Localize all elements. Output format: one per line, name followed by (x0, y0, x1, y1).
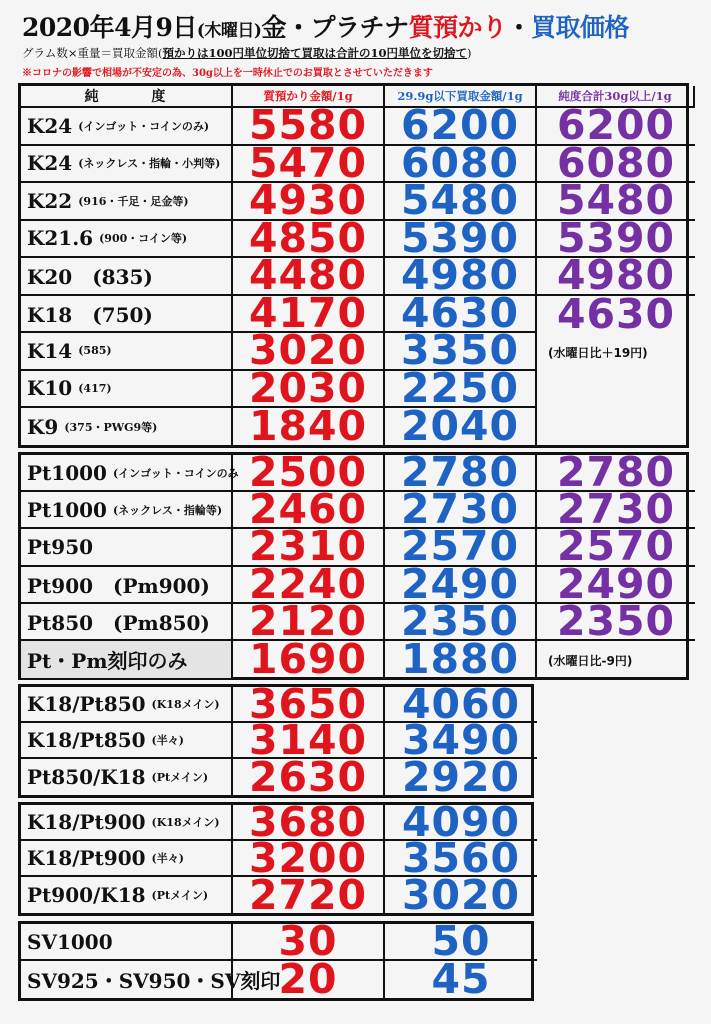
purity-label (21, 146, 233, 184)
purity-note: (900・コイン等) (99, 232, 188, 246)
purity-name: K18/Pt900 (27, 846, 146, 870)
pawn-price: 20 (233, 961, 385, 998)
gold-diff-note: (水曜日比＋19円) (548, 346, 648, 360)
table-row (21, 752, 531, 801)
buy-price: 3560 (385, 841, 537, 877)
buy-over-price: 2730 (537, 492, 695, 529)
title-pawn: 質預かり (408, 13, 507, 42)
buy-price: 2780 (385, 455, 537, 492)
purity-name: K18/Pt900 (27, 810, 146, 834)
pawn-price: 2310 (233, 529, 385, 566)
buy-price: 2920 (401, 752, 521, 801)
combo-pt850-table (18, 679, 534, 801)
purity-name: Pt900/K18 (27, 883, 146, 907)
purity-name: Pt・Pm刻印のみ (27, 649, 188, 674)
purity-label (21, 567, 233, 604)
pawn-price: 3020 (233, 333, 385, 371)
pawn-price: 3200 (233, 841, 385, 877)
purity-name: K10 (27, 376, 73, 401)
buy-price: 2570 (385, 529, 537, 566)
formula-text: グラム数×重量＝買取金額( (22, 46, 163, 60)
title-dot: ・ (506, 13, 532, 42)
purity-note: (Ptメイン) (151, 771, 209, 784)
buy-over-price: 4980 (537, 258, 695, 296)
purity-label (21, 805, 233, 841)
buy-price: 4980 (385, 258, 537, 296)
buy-price: 4060 (385, 687, 537, 723)
purity-name: SV1000 (27, 929, 113, 954)
purity-name: K22 (27, 188, 73, 213)
purity-label (21, 333, 233, 371)
table-row (21, 402, 686, 451)
purity-note: (半々) (151, 852, 184, 865)
buy-over-price: 6200 (537, 108, 695, 146)
purity-label (21, 841, 233, 877)
purity-label (21, 961, 281, 998)
table-row (21, 870, 531, 919)
platinum-price-table (18, 448, 689, 684)
purity-label (21, 408, 233, 446)
purity-label (21, 877, 233, 913)
purity-note: (ネックレス・指輪等) (112, 503, 223, 517)
purity-note: (375・PWG9等) (64, 420, 158, 434)
corona-notice: ※コロナの影響で相場が不安定の為、30g以上を一時休止でのお買取とさせていただきます (22, 68, 433, 79)
purity-label (21, 641, 233, 678)
purity-name: Pt1000 (27, 497, 107, 522)
page-title (22, 8, 629, 44)
pawn-price: 5470 (233, 146, 385, 184)
buy-over-price: 2780 (537, 455, 695, 492)
purity-label (21, 455, 239, 492)
pawn-price: 4930 (233, 183, 385, 221)
table-row (21, 955, 531, 1003)
silver-price-table (18, 917, 534, 1003)
purity-note: (K18メイン) (151, 816, 220, 829)
purity-name: K24 (27, 113, 73, 138)
header-pawn: 質預かり金額/1g (233, 86, 385, 108)
pawn-price: 3140 (233, 723, 385, 759)
buy-price: 4630 (385, 296, 537, 334)
purity-name: Pt900 (Pm900) (27, 573, 210, 598)
pawn-price: 2630 (233, 759, 385, 795)
purity-label (21, 924, 233, 961)
purity-note: (インゴット・コインのみ) (78, 119, 210, 133)
purity-label (21, 492, 233, 529)
buy-price: 6200 (385, 108, 537, 146)
purity-label (21, 108, 233, 146)
formula-bold: 預かりは100円単位切捨て買取は合計の10円単位を切捨て (162, 46, 468, 60)
buy-over-price: 6080 (537, 146, 695, 184)
purity-name: K9 (27, 414, 59, 439)
header-buy-under: 29.9g以下買取金額/1g (385, 86, 537, 108)
pawn-price: 2240 (233, 567, 385, 604)
buy-price: 45 (431, 955, 491, 1003)
formula-end: ) (467, 46, 472, 60)
purity-label (21, 183, 233, 221)
purity-name: K18/Pt850 (27, 692, 146, 716)
buy-over-price (537, 371, 695, 409)
purity-note: (585) (78, 344, 112, 358)
pawn-price: 4170 (233, 296, 385, 334)
buy-price: 4090 (385, 805, 537, 841)
purity-name: K18 (750) (27, 302, 153, 327)
purity-note: (916・千足・足金等) (78, 194, 189, 208)
buy-price: 2490 (385, 567, 537, 604)
purity-note: (Ptメイン) (151, 889, 209, 902)
buy-over-price: 2350 (537, 604, 695, 641)
pawn-price: 4480 (233, 258, 385, 296)
pawn-price: 4850 (233, 221, 385, 259)
purity-name: Pt850 (Pm850) (27, 610, 210, 635)
title-metal: 金・プラチナ (261, 13, 409, 42)
purity-name: K24 (27, 151, 73, 176)
buy-price: 6080 (385, 146, 537, 184)
pawn-price: 2120 (233, 604, 385, 641)
buy-price: 3350 (385, 333, 537, 371)
purity-label (21, 604, 233, 641)
purity-note: (インゴット・コインのみ (112, 466, 239, 480)
formula-note (22, 45, 472, 61)
buy-price: 3490 (385, 723, 537, 759)
purity-name: SV925・SV950・SV刻印 (27, 969, 281, 993)
buy-price: 5480 (385, 183, 537, 221)
pawn-price: 3650 (233, 687, 385, 723)
buy-over-price: 5390 (537, 221, 695, 259)
purity-name: Pt950 (27, 534, 94, 559)
buy-price: 5390 (385, 221, 537, 259)
purity-note: (ネックレス・指輪・小判等) (78, 157, 221, 171)
pawn-price: 2460 (233, 492, 385, 529)
purity-note: (417) (78, 381, 112, 395)
pawn-price: 2030 (233, 371, 385, 409)
purity-name: Pt850/K18 (27, 765, 146, 789)
pawn-price: 2500 (233, 455, 385, 492)
purity-label (21, 258, 233, 296)
buy-price: 3020 (401, 870, 521, 919)
purity-name: Pt1000 (27, 460, 107, 485)
buy-over-price: 5480 (537, 183, 695, 221)
purity-name: K18/Pt850 (27, 728, 146, 752)
buy-price: 2730 (385, 492, 537, 529)
buy-price: 50 (385, 924, 537, 961)
pawn-price: 1690 (233, 641, 385, 678)
buy-price: 2040 (385, 408, 537, 446)
pawn-price: 30 (233, 924, 385, 961)
purity-label (21, 529, 233, 566)
purity-name: K20 (835) (27, 265, 153, 290)
purity-label (21, 759, 233, 795)
purity-note: (半々) (151, 734, 184, 747)
gold-price-table (18, 83, 689, 451)
pawn-price: 5580 (233, 108, 385, 146)
pawn-price: 2720 (233, 877, 385, 913)
pawn-price: 3680 (233, 805, 385, 841)
platinum-diff-note: (水曜日比-9円) (548, 654, 633, 668)
purity-label (21, 296, 233, 334)
purity-name: K21.6 (27, 226, 94, 251)
title-date: 2020年4月9日 (22, 13, 197, 42)
combo-pt900-table (18, 797, 534, 919)
buy-price: 2250 (385, 371, 537, 409)
purity-name: K14 (27, 338, 73, 363)
purity-label (21, 371, 233, 409)
header-purity: 純 度 (21, 86, 233, 108)
buy-over-price (537, 408, 695, 446)
buy-over-price: 2570 (537, 529, 695, 566)
purity-note: (K18メイン) (151, 698, 220, 711)
buy-over-price: 2490 (537, 567, 695, 604)
title-weekday: (木曜日) (196, 21, 262, 41)
buy-over-price: 4630 (556, 289, 676, 338)
purity-label (21, 687, 233, 723)
pawn-price: 1840 (233, 408, 385, 446)
header-buy-over: 純度合計30g以上/1g (537, 86, 695, 108)
purity-label (21, 723, 233, 759)
buy-price: 1880 (385, 641, 537, 678)
purity-label (21, 221, 233, 259)
title-buy: 買取価格 (531, 13, 630, 42)
buy-price: 2350 (385, 604, 537, 641)
